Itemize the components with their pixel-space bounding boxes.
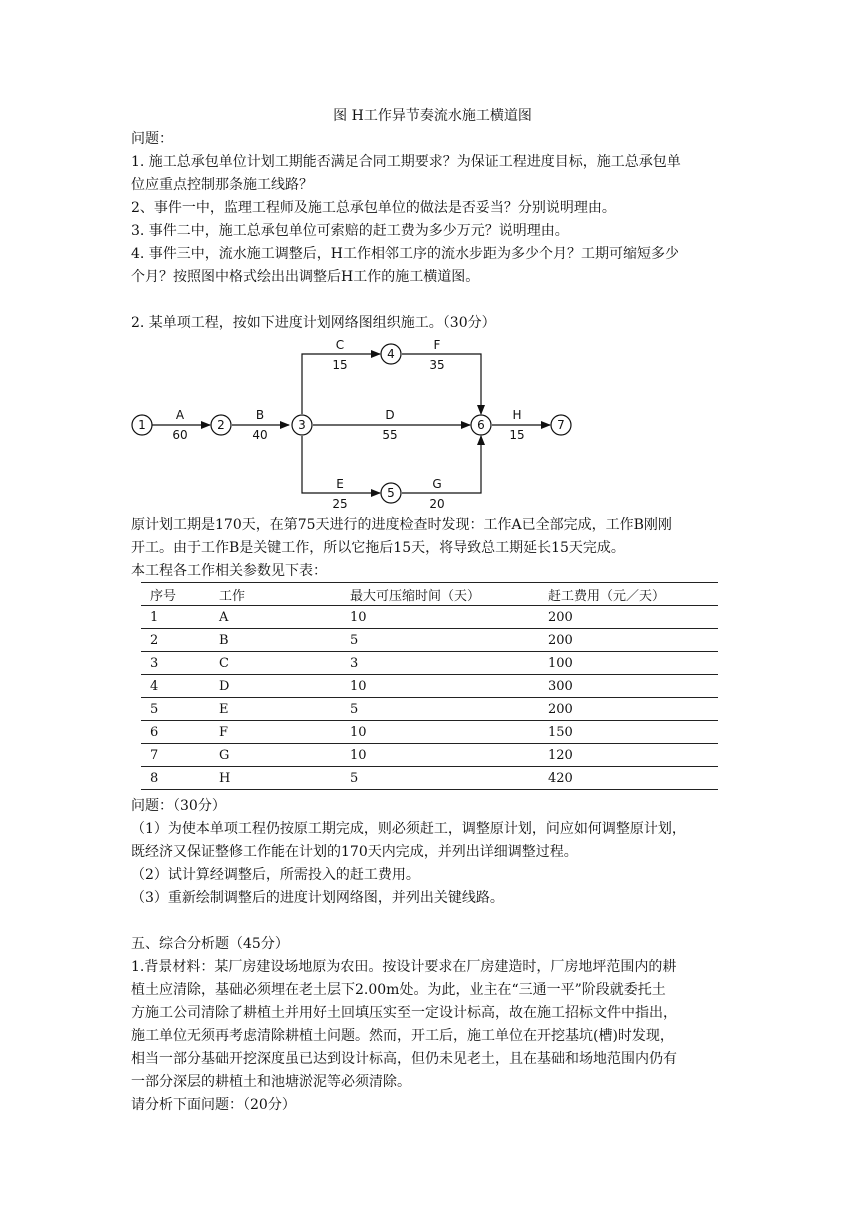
background-line-5: 相当一部分基础开挖深度虽已达到设计标高，但仍未见老土，且在基础和场地范围内仍有 [131, 1051, 677, 1067]
network-diagram [120, 334, 590, 510]
problem-2-question-3: （3）重新绘制调整后的进度计划网络图，并列出关键线路。 [131, 890, 504, 906]
activity-e-name: E [336, 477, 344, 491]
cell-index: 4 [141, 675, 210, 698]
table-intro: 本工程各工作相关参数见下表： [131, 563, 327, 579]
problem-2-question-2: （2）试计算经调整后，所需投入的赶工费用。 [131, 867, 420, 883]
question-1-line-1: 1. 施工总承包单位计划工期能否满足合同工期要求？为保证工程进度目标，施工总承包单 [131, 154, 681, 170]
cell-max-compress: 5 [341, 629, 539, 652]
cell-crash-cost: 420 [539, 767, 718, 790]
activity-f-name: F [433, 338, 441, 352]
cell-crash-cost: 120 [539, 744, 718, 767]
cell-work: F [210, 721, 341, 744]
cell-max-compress: 10 [341, 721, 539, 744]
cell-work: C [210, 652, 341, 675]
section-5-heading: 五、综合分析题（45分） [131, 936, 289, 952]
cell-index: 2 [141, 629, 210, 652]
background-line-6: 一部分深层的耕植土和池塘淤泥等必须清除。 [131, 1074, 411, 1090]
background-line-3: 方施工公司清除了耕植土并用好土回填压实至一定设计标高，故在施工招标文件中指出， [131, 1005, 677, 1021]
node-4-label: 4 [387, 347, 395, 361]
cell-index: 3 [141, 652, 210, 675]
analysis-prompt: 请分析下面问题：（20分） [131, 1097, 296, 1113]
cell-max-compress: 10 [341, 675, 539, 698]
cell-max-compress: 3 [341, 652, 539, 675]
table-row [141, 744, 718, 767]
table-row [141, 606, 718, 629]
cell-crash-cost: 150 [539, 721, 718, 744]
activity-g-name: G [432, 477, 442, 491]
table-row [141, 698, 718, 721]
activity-e-duration: 25 [332, 497, 348, 510]
problem-2-question-1-line-2: 既经济又保证整修工作能在计划的170天内完成，并列出详细调整过程。 [131, 844, 578, 860]
cell-max-compress: 10 [341, 744, 539, 767]
header-crash-cost: 赶工费用（元／天） [539, 583, 718, 606]
node-7-label: 7 [557, 418, 565, 432]
cell-crash-cost: 100 [539, 652, 718, 675]
header-max-compress: 最大可压缩时间（天） [341, 583, 539, 606]
background-line-4: 施工单位无须再考虑清除耕植土问题。然而，开工后，施工单位在开挖基坑(槽)时发现， [131, 1028, 674, 1044]
table-row [141, 629, 718, 652]
cell-index: 7 [141, 744, 210, 767]
cell-crash-cost: 300 [539, 675, 718, 698]
question-3: 3. 事件二中，施工总承包单位可索赔的赶工费为多少万元？说明理由。 [131, 223, 569, 239]
node-3-label: 3 [298, 418, 306, 432]
cell-work: A [210, 606, 341, 629]
node-5-label: 5 [387, 486, 395, 500]
cell-index: 6 [141, 721, 210, 744]
questions-label: 问题： [131, 131, 173, 147]
activity-d-duration: 55 [382, 428, 398, 442]
header-index: 序号 [141, 583, 210, 606]
cell-index: 5 [141, 698, 210, 721]
activity-h-duration: 15 [509, 428, 525, 442]
activity-a-duration: 60 [172, 428, 188, 442]
activity-c-name: C [335, 338, 345, 352]
header-work: 工作 [210, 583, 341, 606]
activity-c-duration: 15 [332, 358, 348, 372]
cell-index: 1 [141, 606, 210, 629]
activity-d-name: D [385, 408, 395, 422]
problem-2-text-line-1: 原计划工期是170天，在第75天进行的进度检查时发现：工作A已全部完成，工作B刚刚 [131, 517, 672, 533]
parameters-table [141, 582, 718, 790]
cell-max-compress: 5 [341, 698, 539, 721]
activity-h-name: H [512, 408, 522, 422]
activity-g-duration: 20 [429, 497, 445, 510]
table-row [141, 721, 718, 744]
node-6-label: 6 [477, 418, 485, 432]
activity-f-duration: 35 [429, 358, 445, 372]
background-line-1: 1.背景材料：某厂房建设场地原为农田。按设计要求在厂房建造时，厂房地坪范围内的耕 [131, 959, 677, 975]
cell-work: B [210, 629, 341, 652]
cell-work: H [210, 767, 341, 790]
activity-b-duration: 40 [252, 428, 268, 442]
table-row [141, 652, 718, 675]
cell-work: G [210, 744, 341, 767]
cell-max-compress: 5 [341, 767, 539, 790]
table-row [141, 767, 718, 790]
question-4-line-2: 个月？按照图中格式绘出出调整后H工作的施工横道图。 [131, 269, 480, 285]
cell-index: 8 [141, 767, 210, 790]
problem-2-text-line-2: 开工。由于工作B是关键工作，所以它拖后15天，将导致总工期延长15天完成。 [131, 540, 625, 556]
cell-work: D [210, 675, 341, 698]
cell-max-compress: 10 [341, 606, 539, 629]
cell-crash-cost: 200 [539, 629, 718, 652]
background-line-2: 植土应清除，基础必须埋在老土层下2.00m处。为此，业主在“三通一平”阶段就委托土 [131, 982, 666, 998]
figure-caption: 图 H工作异节奏流水施工横道图 [333, 108, 532, 124]
cell-work: E [210, 698, 341, 721]
problem-2-heading: 2. 某单项工程，按如下进度计划网络图组织施工。（30分） [131, 315, 496, 331]
question-2: 2、事件一中，监理工程师及施工总承包单位的做法是否妥当？分别说明理由。 [131, 200, 616, 216]
table-header-row [141, 583, 718, 606]
cell-crash-cost: 200 [539, 698, 718, 721]
node-2-label: 2 [217, 418, 225, 432]
cell-crash-cost: 200 [539, 606, 718, 629]
activity-b-name: B [255, 408, 265, 422]
table-row [141, 675, 718, 698]
problem-2-question-1-line-1: （1）为使本单项工程仍按原工期完成，则必须赶工，调整原计划，问应如何调整原计划， [131, 821, 686, 837]
problem-2-questions-label: 问题：（30分） [131, 798, 226, 814]
question-1-line-2: 位应重点控制那条施工线路？ [131, 177, 313, 193]
node-1-label: 1 [138, 418, 146, 432]
question-4-line-1: 4. 事件三中，流水施工调整后，H工作相邻工序的流水步距为多少个月？工期可缩短多少 [131, 246, 680, 262]
activity-a-name: A [175, 408, 185, 422]
